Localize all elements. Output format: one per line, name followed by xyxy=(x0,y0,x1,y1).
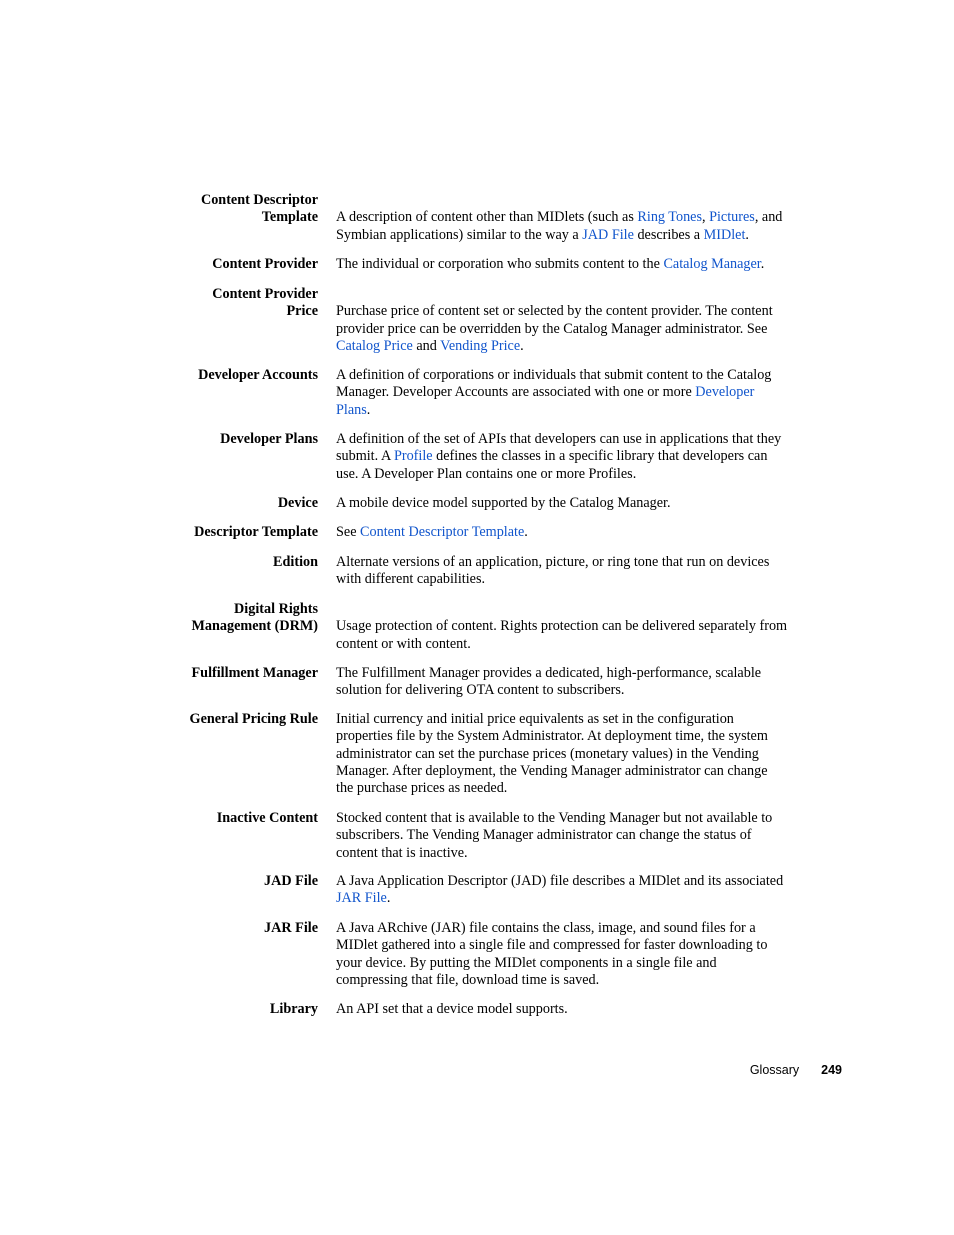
definition-text: and xyxy=(412,337,441,354)
page-number: 249 xyxy=(821,1063,842,1077)
glossary-definition xyxy=(336,524,844,541)
definition-line xyxy=(336,431,781,447)
definition-text: A mobile device model supported by the Catalog Manager. xyxy=(336,495,671,511)
definition-text: MIDlet gathered into a single file and compressed for faster downloading to xyxy=(336,937,768,954)
definition-text: solution for delivering OTA content to subscribers. xyxy=(336,682,625,699)
definition-text: . xyxy=(760,256,765,272)
definition-text: subscribers. The Vending Manager administrator can change the status of xyxy=(336,827,752,844)
glossary-term xyxy=(148,1001,318,1018)
glossary-term xyxy=(148,711,318,728)
definition-line xyxy=(336,780,507,796)
term-line: Content Provider xyxy=(212,256,318,272)
definition-line xyxy=(336,746,759,762)
glossary-definition xyxy=(336,810,844,862)
glossary-term xyxy=(148,920,318,937)
definition-line xyxy=(336,554,769,570)
glossary-definition xyxy=(336,618,844,653)
term-line: Content Provider xyxy=(212,286,318,302)
definition-text: See xyxy=(336,524,361,540)
definition-line xyxy=(336,955,717,971)
definition-line xyxy=(336,384,754,400)
cross-reference-link[interactable]: JAR File xyxy=(336,890,387,907)
definition-text: content or with content. xyxy=(336,635,471,652)
definition-text: . xyxy=(386,890,391,907)
cross-reference-link[interactable]: Ring Tones xyxy=(637,209,702,226)
glossary-definition xyxy=(336,367,844,419)
definition-line xyxy=(336,728,768,744)
definition-line xyxy=(336,890,390,906)
definition-text: defines the classes in a specific library that developers can xyxy=(432,448,768,465)
definition-line xyxy=(336,618,787,634)
cross-reference-link[interactable]: Pictures xyxy=(709,209,755,226)
definition-text: A description of content other than MIDlets (such as xyxy=(336,209,638,226)
term-line: Inactive Content xyxy=(216,810,318,826)
definition-text: A Java ARchive (JAR) file contains the class, image, and sound files for a xyxy=(336,920,756,936)
glossary-definition xyxy=(336,554,844,589)
glossary-definition xyxy=(336,303,844,355)
definition-text: use. A Developer Plan contains one or more Profiles. xyxy=(336,465,637,482)
definition-text: Initial currency and initial price equivalents as set in the configuration xyxy=(336,711,734,727)
footer-section: Glossary xyxy=(749,1063,800,1077)
glossary-term xyxy=(148,810,318,827)
definition-text: Usage protection of content. Rights protection can be delivered separately from xyxy=(336,618,788,635)
definition-line xyxy=(336,466,636,482)
term-line: Developer Accounts xyxy=(198,367,318,383)
glossary-definition xyxy=(336,920,844,989)
term-line: JAD File xyxy=(264,873,318,889)
definition-line xyxy=(336,1001,568,1017)
glossary-term xyxy=(148,554,318,571)
definition-text: The individual or corporation who submits content to the xyxy=(336,256,664,272)
definition-text: compressing that file, download time is saved. xyxy=(336,971,600,988)
definition-line xyxy=(336,338,524,354)
term-line: General Pricing Rule xyxy=(189,711,318,727)
definition-line xyxy=(336,303,773,319)
definition-line xyxy=(336,571,485,587)
definition-line xyxy=(336,711,734,727)
glossary-definition xyxy=(336,665,844,700)
glossary-term xyxy=(148,665,318,682)
definition-line xyxy=(336,227,749,243)
term-line: Library xyxy=(269,1001,318,1017)
definition-text: Alternate versions of an application, picture, or ring tone that run on devices xyxy=(336,554,770,570)
definition-text: content that is inactive. xyxy=(336,844,468,861)
cross-reference-link[interactable]: JAD File xyxy=(582,226,634,243)
definition-text: submit. A xyxy=(336,448,394,465)
definition-text: properties file by the System Administrator. At deployment time, the system xyxy=(336,728,768,745)
glossary-definition xyxy=(336,495,844,512)
definition-text: provider price can be overridden by the Catalog Manager administrator. See xyxy=(336,320,768,337)
glossary-term xyxy=(148,495,318,512)
definition-line xyxy=(336,665,761,681)
term-line: Price xyxy=(286,303,318,320)
glossary-term xyxy=(148,256,318,273)
term-line: Descriptor Template xyxy=(194,524,318,540)
cross-reference-link[interactable]: Content Descriptor Template xyxy=(360,524,525,540)
term-line: Edition xyxy=(273,554,318,570)
definition-line xyxy=(336,845,468,861)
cross-reference-link[interactable]: Profile xyxy=(393,448,433,465)
definition-line xyxy=(336,827,752,843)
definition-line xyxy=(336,321,767,337)
cross-reference-link[interactable]: MIDlet xyxy=(703,226,746,243)
definition-line xyxy=(336,636,471,652)
definition-line xyxy=(336,920,756,936)
definition-line xyxy=(336,763,768,779)
definition-line xyxy=(336,524,528,540)
term-line: Fulfillment Manager xyxy=(191,665,318,681)
definition-line xyxy=(336,209,782,225)
definition-text: A definition of corporations or individuals that submit content to the Catalog xyxy=(336,367,772,383)
definition-line xyxy=(336,367,771,383)
definition-text: Manager. Developer Accounts are associated with one or more xyxy=(336,384,696,401)
definition-text: Purchase price of content set or selected by the content provider. The content xyxy=(336,303,773,320)
definition-text: with different capabilities. xyxy=(336,571,486,588)
term-line: JAR File xyxy=(264,920,318,936)
glossary-definition xyxy=(336,256,844,273)
definition-line xyxy=(336,495,671,511)
definition-text: . xyxy=(366,401,371,418)
glossary-term xyxy=(148,192,318,227)
glossary-definition xyxy=(336,431,844,483)
cross-reference-link[interactable]: Developer xyxy=(695,384,755,401)
definition-text: , xyxy=(702,209,710,226)
definition-text: An API set that a device model supports. xyxy=(336,1001,568,1017)
glossary-definition xyxy=(336,711,844,797)
glossary-term xyxy=(148,431,318,448)
cross-reference-link[interactable]: Plans xyxy=(336,401,367,418)
definition-text: Manager. After deployment, the Vending Manager administrator can change xyxy=(336,762,768,779)
glossary-definition xyxy=(336,1001,844,1018)
glossary-term xyxy=(148,367,318,384)
glossary-definition xyxy=(336,873,844,908)
definition-text: describes a xyxy=(633,226,704,243)
term-line: Content Descriptor xyxy=(200,192,318,208)
definition-line xyxy=(336,256,764,272)
glossary-term xyxy=(148,873,318,890)
definition-text: A definition of the set of APIs that developers can use in applications that they xyxy=(336,431,782,447)
term-line: Template xyxy=(261,209,318,226)
definition-text: the purchase prices as needed. xyxy=(336,780,508,797)
definition-text: . xyxy=(524,524,528,540)
definition-text: Symbian applications) similar to the way a xyxy=(336,226,583,243)
definition-line xyxy=(336,810,772,826)
definition-text: , and xyxy=(754,209,783,226)
definition-text: . xyxy=(520,337,524,354)
definition-text: administrator can set the purchase prices (monetary values) in the Vending xyxy=(336,745,759,762)
definition-text: A Java Application Descriptor (JAD) file describes a MIDlet and its associated xyxy=(336,873,784,889)
cross-reference-link[interactable]: Vending Price xyxy=(440,337,521,354)
definition-line xyxy=(336,972,599,988)
term-line: Device xyxy=(277,495,318,511)
term-line: Management (DRM) xyxy=(191,618,318,635)
glossary-definition xyxy=(336,209,844,244)
cross-reference-link[interactable]: Catalog Manager xyxy=(663,256,761,272)
definition-text: . xyxy=(745,226,749,243)
glossary-term xyxy=(148,601,318,636)
term-line: Digital Rights xyxy=(234,601,318,617)
definition-text: your device. By putting the MIDlet components in a single file and xyxy=(336,954,717,971)
definition-line xyxy=(336,448,767,464)
definition-line xyxy=(336,402,370,418)
definition-line xyxy=(336,937,767,953)
cross-reference-link[interactable]: Catalog Price xyxy=(336,337,413,354)
definition-line xyxy=(336,873,783,889)
page-footer xyxy=(600,1063,842,1077)
definition-text: The Fulfillment Manager provides a dedicated, high-performance, scalable xyxy=(336,665,762,681)
term-line: Developer Plans xyxy=(220,431,318,447)
glossary-term xyxy=(148,286,318,321)
glossary-term xyxy=(148,524,318,541)
definition-text: Stocked content that is available to the Vending Manager but not available to xyxy=(336,810,773,826)
definition-line xyxy=(336,682,624,698)
